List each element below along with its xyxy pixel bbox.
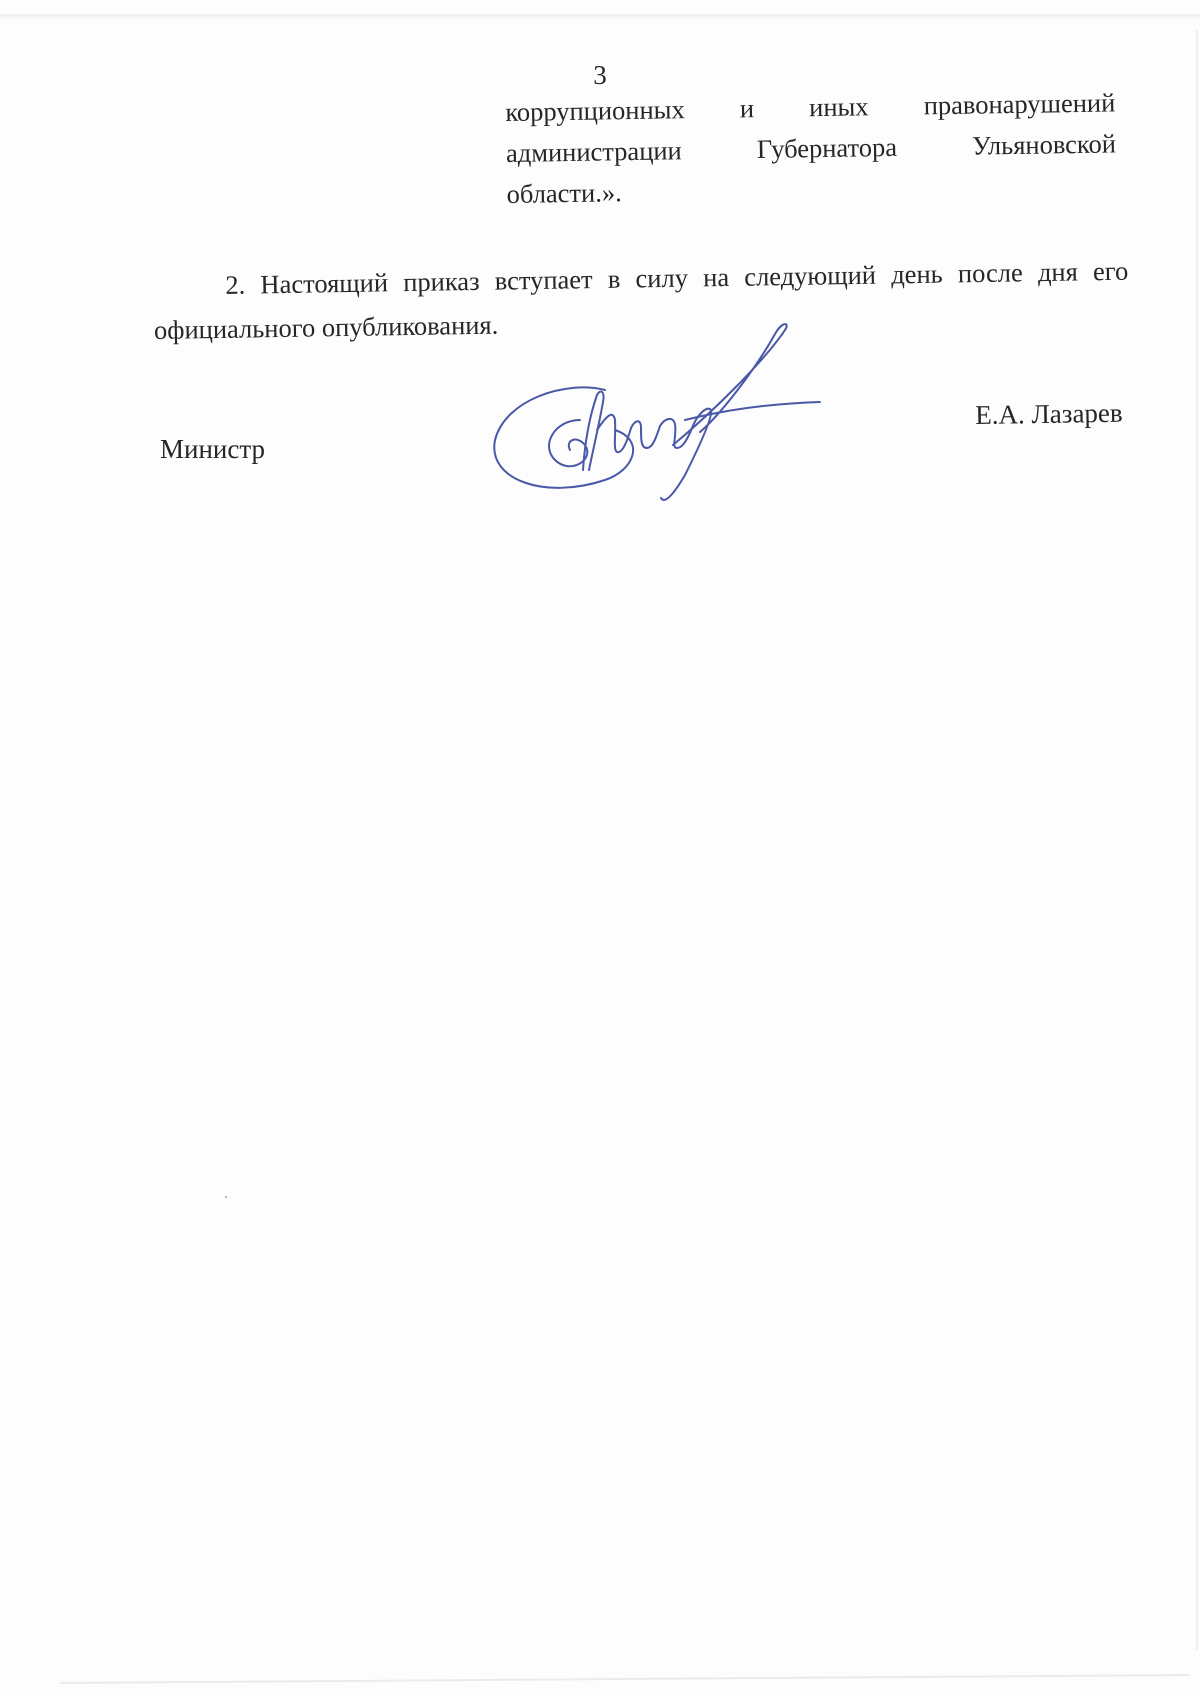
scan-edge-right — [1195, 30, 1198, 1650]
page-number: 3 — [593, 60, 607, 90]
signatory-name: Е.А. Лазарев — [975, 397, 1123, 430]
paragraph-2-line-1: 2. Настоящий приказ вступает в силу на следующий день после дня его — [225, 255, 1129, 300]
paragraph-2-line-2: официального опубликования. — [153, 309, 499, 345]
signatory-title: Министр — [160, 434, 265, 464]
continued-line-2: администрации Губернатора Ульяновской — [505, 128, 1117, 168]
scan-edge-top — [0, 14, 1200, 20]
continued-text-block — [505, 82, 1117, 215]
scan-speck — [225, 1196, 227, 1198]
scan-edge-bottom — [60, 1674, 1190, 1684]
continued-line-3: области.». — [506, 177, 622, 209]
signature-icon — [485, 320, 845, 510]
continued-line-1: коррупционных и иных правонарушений — [505, 87, 1116, 127]
